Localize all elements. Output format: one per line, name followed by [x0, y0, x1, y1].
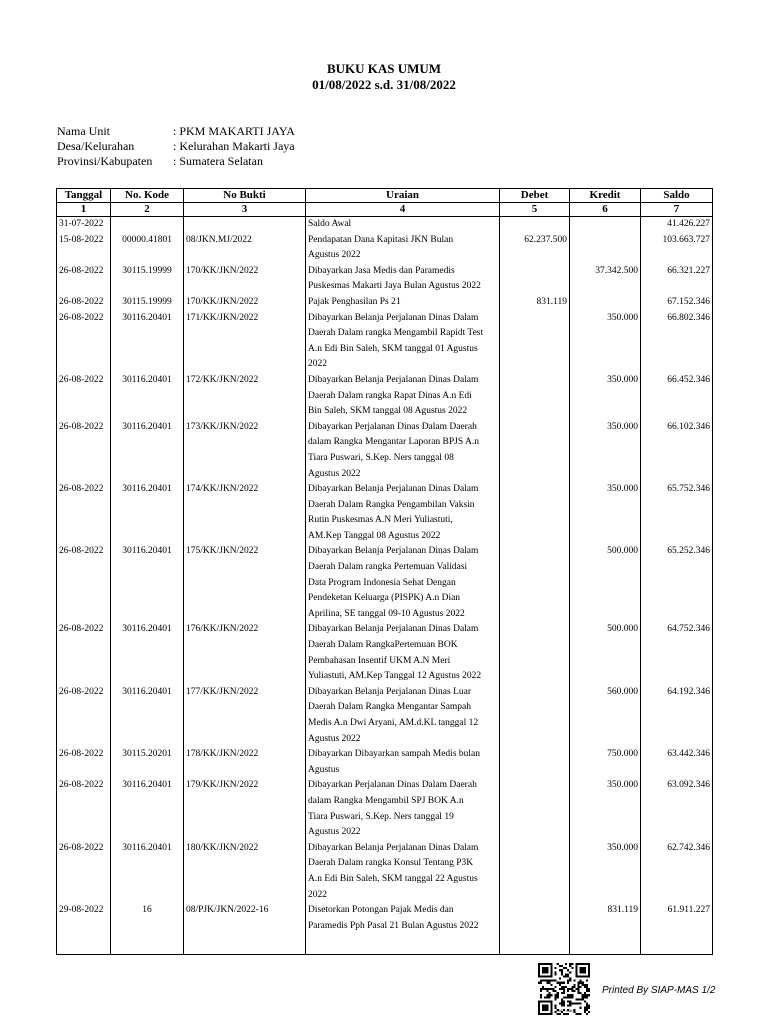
- cell-debet: [500, 778, 570, 840]
- cell-uraian: [306, 685, 500, 747]
- uraian-line: Puskesmas Makarti Jaya Bulan Agustus 2022: [308, 281, 481, 292]
- uraian-line: Tiara Puswari, S.Kep. Ners tanggal 19: [308, 811, 454, 822]
- uraian-line: Pembahasan Insentif UKM A.N Meri: [308, 655, 451, 666]
- table-row: [57, 233, 713, 264]
- document-title: BUKU KAS UMUM: [326, 61, 442, 76]
- cell-bukti: 180/KK/JKN/2022: [184, 841, 306, 903]
- cell-kode: 30116.20401: [111, 311, 184, 373]
- cell-uraian: [306, 544, 500, 622]
- cell-tanggal: 26-08-2022: [57, 747, 111, 778]
- cell-uraian: [306, 747, 500, 778]
- col-number: 5: [500, 203, 570, 217]
- cell-saldo: 65.752.346: [641, 482, 713, 544]
- cell-bukti: 170/KK/JKN/2022: [184, 264, 306, 295]
- uraian-line: Agustus 2022: [308, 733, 361, 744]
- table-row: [57, 264, 713, 295]
- uraian-line: Daerah Dalam Rangka Mengantar Sampah: [308, 702, 472, 713]
- info-label: Nama Unit: [57, 124, 110, 138]
- cell-kredit: 560.000: [570, 685, 641, 747]
- table-header-row: [57, 189, 713, 203]
- uraian-line: Aprilina, SE tanggal 09-10 Agustus 2022: [308, 608, 465, 619]
- table-filler-row: [57, 934, 713, 955]
- cell-tanggal: 26-08-2022: [57, 685, 111, 747]
- cash-book-table: [56, 188, 713, 955]
- cell-tanggal: 31-07-2022: [57, 217, 111, 233]
- uraian-line: Tiara Puswari, S.Kep. Ners tanggal 08: [308, 452, 454, 463]
- uraian-line: Rutin Puskesmas A.N Meri Yuliastuti,: [308, 515, 453, 526]
- cell-kredit: 350.000: [570, 778, 641, 840]
- cell-tanggal: 26-08-2022: [57, 544, 111, 622]
- cell-kredit: 350.000: [570, 841, 641, 903]
- cell-saldo: 62.742.346: [641, 841, 713, 903]
- table-row: [57, 841, 713, 903]
- uraian-line: Daerah Dalam rangka Mengambil Rapidt Test: [308, 328, 484, 339]
- uraian-line: Pajak Penghasilan Ps 21: [308, 296, 401, 307]
- cell-kode: 30115.19999: [111, 295, 184, 311]
- info-value: : PKM MAKARTI JAYA: [173, 124, 295, 138]
- cell-tanggal: 26-08-2022: [57, 295, 111, 311]
- cell-kredit: 500.000: [570, 622, 641, 684]
- uraian-line: Medis A.n Dwi Aryani, AM.d.KL tanggal 12: [308, 718, 479, 728]
- cell-bukti: 08/PJK/JKN/2022-16: [184, 903, 306, 934]
- col-header-bukti: No Bukti: [184, 189, 306, 203]
- cell-kode: 16: [111, 903, 184, 934]
- cell-debet: [500, 747, 570, 778]
- col-number: 2: [111, 203, 184, 217]
- cell-bukti: 08/JKN.MJ/2022: [184, 233, 306, 264]
- cell-bukti: 177/KK/JKN/2022: [184, 685, 306, 747]
- uraian-line: Daerah Dalam rangka Konsul Tentang P3K: [308, 858, 474, 869]
- cell-debet: [500, 622, 570, 684]
- table-row: [57, 747, 713, 778]
- empty-cell: [184, 934, 306, 955]
- uraian-line: Dibayarkan Belanja Perjalanan Dinas Dalam: [308, 484, 479, 495]
- table-row: [57, 295, 713, 311]
- col-number: 4: [306, 203, 500, 217]
- cell-tanggal: 15-08-2022: [57, 233, 111, 264]
- cell-bukti: 174/KK/JKN/2022: [184, 482, 306, 544]
- cell-uraian: [306, 841, 500, 903]
- uraian-line: A.n Edi Bin Saleh, SKM tanggal 01 Agustus: [308, 343, 478, 354]
- col-header-saldo: Saldo: [641, 189, 713, 203]
- cell-tanggal: 29-08-2022: [57, 903, 111, 934]
- table-row: [57, 217, 713, 233]
- cell-tanggal: 26-08-2022: [57, 311, 111, 373]
- cell-uraian: [306, 373, 500, 420]
- uraian-line: Agustus 2022: [308, 827, 361, 838]
- uraian-line: Bin Saleh, SKM tanggal 08 Agustus 2022: [308, 406, 468, 417]
- cell-uraian: [306, 622, 500, 684]
- cell-bukti: 173/KK/JKN/2022: [184, 420, 306, 482]
- uraian-line: 2022: [308, 359, 327, 370]
- cell-kredit: 350.000: [570, 420, 641, 482]
- cell-kode: 30116.20401: [111, 420, 184, 482]
- cell-saldo: 103.663.727: [641, 233, 713, 264]
- cell-kode: [111, 217, 184, 233]
- cell-tanggal: 26-08-2022: [57, 264, 111, 295]
- uraian-line: Dibayarkan Perjalanan Dinas Dalam Daerah: [308, 421, 477, 432]
- cell-uraian: [306, 482, 500, 544]
- cell-kredit: 350.000: [570, 482, 641, 544]
- empty-cell: [111, 934, 184, 955]
- uraian-line: Paramedis Pph Pasal 21 Bulan Agustus 2022: [308, 920, 479, 931]
- uraian-line: Dibayarkan Belanja Perjalanan Dinas Dalam: [308, 842, 479, 853]
- cell-kredit: 750.000: [570, 747, 641, 778]
- cell-kode: 30116.20401: [111, 482, 184, 544]
- cell-kredit: 831.119: [570, 903, 641, 934]
- info-label: Provinsi/Kabupaten: [57, 154, 153, 168]
- cell-uraian: [306, 295, 500, 311]
- cell-bukti: 178/KK/JKN/2022: [184, 747, 306, 778]
- col-number: 7: [641, 203, 713, 217]
- cell-kode: 30116.20401: [111, 622, 184, 684]
- cell-uraian: [306, 311, 500, 373]
- cell-debet: [500, 544, 570, 622]
- cell-tanggal: 26-08-2022: [57, 622, 111, 684]
- cell-tanggal: 26-08-2022: [57, 778, 111, 840]
- cell-kredit: [570, 295, 641, 311]
- cell-bukti: 179/KK/JKN/2022: [184, 778, 306, 840]
- cell-kredit: 350.000: [570, 311, 641, 373]
- cell-debet: 831.119: [500, 295, 570, 311]
- cell-uraian: [306, 233, 500, 264]
- table-row: [57, 373, 713, 420]
- cell-kode: 30116.20401: [111, 685, 184, 747]
- col-number: 6: [570, 203, 641, 217]
- cell-kode: 00000.41801: [111, 233, 184, 264]
- cell-debet: [500, 311, 570, 373]
- empty-cell: [641, 934, 713, 955]
- info-row-desa: [57, 139, 295, 154]
- info-row-unit: [57, 124, 295, 139]
- uraian-line: Saldo Awal: [308, 219, 352, 229]
- cell-tanggal: 26-08-2022: [57, 420, 111, 482]
- col-header-kredit: Kredit: [570, 189, 641, 203]
- uraian-line: Dibayarkan Belanja Perjalanan Dinas Luar: [308, 686, 472, 697]
- col-header-kode: No. Kode: [111, 189, 184, 203]
- cell-kredit: 37.342.500: [570, 264, 641, 295]
- cell-bukti: [184, 217, 306, 233]
- empty-cell: [306, 934, 500, 955]
- cell-saldo: 63.092.346: [641, 778, 713, 840]
- cell-uraian: [306, 903, 500, 934]
- uraian-line: Agustus 2022: [308, 468, 361, 479]
- uraian-line: Pendeketan Keluarga (PISPK) A.n Dian: [308, 593, 461, 604]
- cell-debet: [500, 217, 570, 233]
- qr-caption: SIAP-MAS: [556, 1008, 576, 1013]
- cell-kode: 30116.20401: [111, 841, 184, 903]
- uraian-line: Data Program Indonesia Sehat Dengan: [308, 577, 456, 588]
- document-period: 01/08/2022 s.d. 31/08/2022: [312, 77, 456, 92]
- empty-cell: [570, 934, 641, 955]
- uraian-line: Pendapatan Dana Kapitasi JKN Bulan: [308, 234, 454, 245]
- table-row: [57, 685, 713, 747]
- uraian-line: Disetorkan Potongan Pajak Medis dan: [308, 905, 454, 916]
- uraian-line: Dibayarkan Belanja Perjalanan Dinas Dalam: [308, 546, 479, 557]
- cell-saldo: 66.452.346: [641, 373, 713, 420]
- cell-saldo: 66.321.227: [641, 264, 713, 295]
- uraian-line: Daerah Dalam rangka Pertemuan Validasi: [308, 562, 468, 573]
- cell-saldo: 65.252.346: [641, 544, 713, 622]
- cell-debet: 62.237.500: [500, 233, 570, 264]
- table-row: [57, 903, 713, 934]
- info-row-provinsi: [57, 154, 295, 169]
- cell-saldo: 66.102.346: [641, 420, 713, 482]
- table-row: [57, 420, 713, 482]
- cell-saldo: 64.752.346: [641, 622, 713, 684]
- table-row: [57, 622, 713, 684]
- cell-debet: [500, 264, 570, 295]
- cell-debet: [500, 482, 570, 544]
- cell-debet: [500, 903, 570, 934]
- uraian-line: dalam Rangka Mengantar Laporan BPJS A.n: [308, 437, 479, 448]
- uraian-line: 2022: [308, 889, 327, 900]
- cell-kredit: 350.000: [570, 373, 641, 420]
- col-number: 1: [57, 203, 111, 217]
- col-header-uraian: Uraian: [306, 189, 500, 203]
- cell-saldo: 67.152.346: [641, 295, 713, 311]
- cell-bukti: 172/KK/JKN/2022: [184, 373, 306, 420]
- cell-uraian: [306, 217, 500, 233]
- empty-cell: [57, 934, 111, 955]
- cell-bukti: 175/KK/JKN/2022: [184, 544, 306, 622]
- col-header-tanggal: Tanggal: [57, 189, 111, 203]
- uraian-line: Daerah Dalam rangka Rapat Dinas A.n Edi: [308, 390, 472, 401]
- uraian-line: Dibayarkan Belanja Perjalanan Dinas Dalam: [308, 624, 479, 635]
- uraian-line: Dibayarkan Dibayarkan sampah Medis bulan: [308, 749, 481, 760]
- uraian-line: Dibayarkan Belanja Perjalanan Dinas Dalam: [308, 312, 479, 323]
- cell-kode: 30115.19999: [111, 264, 184, 295]
- uraian-line: Daerah Dalam RangkaPertemuan BOK: [308, 640, 458, 651]
- cell-bukti: 176/KK/JKN/2022: [184, 622, 306, 684]
- unit-info: [57, 124, 295, 169]
- empty-cell: [500, 934, 570, 955]
- table-row: [57, 778, 713, 840]
- cell-kode: 30116.20401: [111, 544, 184, 622]
- cell-saldo: 64.192.346: [641, 685, 713, 747]
- info-label: Desa/Kelurahan: [57, 139, 135, 153]
- table-body: [57, 217, 713, 955]
- cell-tanggal: 26-08-2022: [57, 482, 111, 544]
- col-number: 3: [184, 203, 306, 217]
- cell-debet: [500, 685, 570, 747]
- cell-tanggal: 26-08-2022: [57, 841, 111, 903]
- cell-saldo: 41.426.227: [641, 217, 713, 233]
- cell-debet: [500, 420, 570, 482]
- cell-kode: 30115.20201: [111, 747, 184, 778]
- cell-kredit: [570, 233, 641, 264]
- cell-debet: [500, 841, 570, 903]
- cell-bukti: 171/KK/JKN/2022: [184, 311, 306, 373]
- uraian-line: Dibayarkan Belanja Perjalanan Dinas Dalam: [308, 374, 479, 385]
- uraian-line: AM.Kep Tanggal 08 Agustus 2022: [308, 530, 441, 541]
- table-row: [57, 544, 713, 622]
- uraian-line: A.n Edi Bin Saleh, SKM tanggal 22 Agustus: [308, 873, 478, 884]
- cell-kode: 30116.20401: [111, 373, 184, 420]
- info-value: : Kelurahan Makarti Jaya: [173, 139, 295, 153]
- col-header-debet: Debet: [500, 189, 570, 203]
- cell-uraian: [306, 420, 500, 482]
- cell-kredit: [570, 217, 641, 233]
- uraian-line: Agustus: [308, 764, 340, 775]
- uraian-line: dalam Rangka Mengambil SPJ BOK A.n: [308, 795, 464, 806]
- cell-debet: [500, 373, 570, 420]
- uraian-line: Dibayarkan Perjalanan Dinas Dalam Daerah: [308, 780, 477, 791]
- uraian-line: Yuliastuti, AM.Kep Tanggal 12 Agustus 2022: [308, 671, 482, 682]
- cell-kredit: 500.000: [570, 544, 641, 622]
- printed-by-label: Printed By SIAP-MAS 1/2: [602, 985, 716, 996]
- cell-saldo: 63.442.346: [641, 747, 713, 778]
- cell-saldo: 61.911.227: [641, 903, 713, 934]
- cell-bukti: 170/KK/JKN/2022: [184, 295, 306, 311]
- info-value: : Sumatera Selatan: [173, 154, 263, 168]
- cell-saldo: 66.802.346: [641, 311, 713, 373]
- table-number-row: [57, 203, 713, 217]
- cell-tanggal: 26-08-2022: [57, 373, 111, 420]
- uraian-line: Dibayarkan Jasa Medis dan Paramedis: [308, 265, 455, 276]
- cell-kode: 30116.20401: [111, 778, 184, 840]
- table-row: [57, 311, 713, 373]
- cell-uraian: [306, 264, 500, 295]
- cell-uraian: [306, 778, 500, 840]
- uraian-line: Agustus 2022: [308, 250, 361, 261]
- table-row: [57, 482, 713, 544]
- uraian-line: Daerah Dalam Rangka Pengambilan Vaksin: [308, 499, 475, 510]
